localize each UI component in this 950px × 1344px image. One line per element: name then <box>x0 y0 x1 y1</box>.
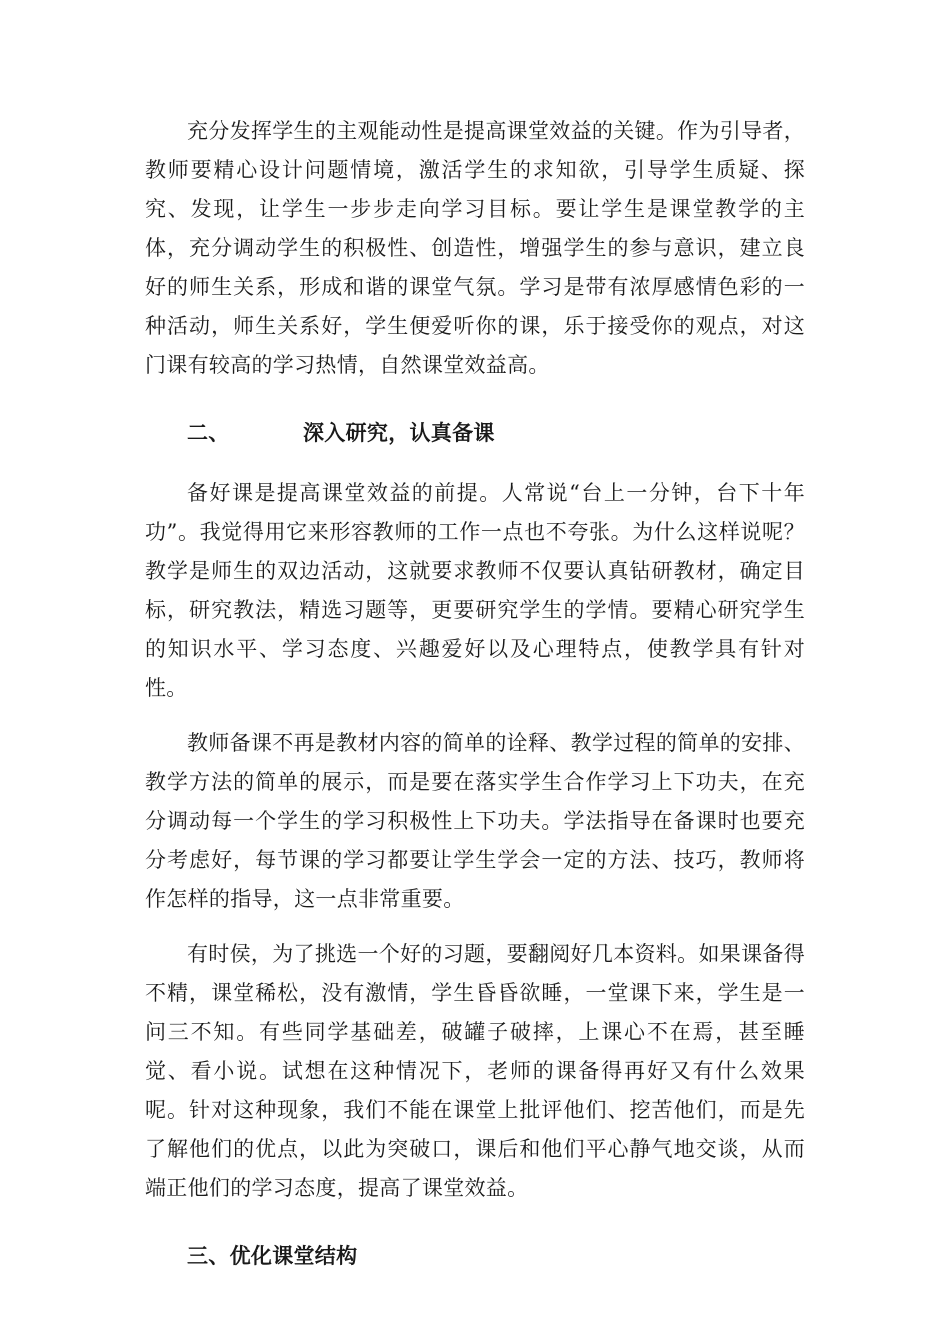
section-heading-3 <box>145 1236 805 1275</box>
paragraph: 备好课是提高课堂效益的前提。人常说“台上一分钟，台下十年功”。我觉得用它来形容教师的工作一点也不夸张。为什么这样说呢？教学是师生的双边活动，这就要求教师不仅要认真钻研教材，确定目标，研究教法，精选习题等，更要研究学生的学情。要精心研究学生的知识水平、学习态度、兴趣爱好以及心理特点，使教学具有针对性。 <box>145 481 805 700</box>
section-number: 二、 <box>187 420 230 445</box>
paragraph: 教师备课不再是教材内容的简单的诠释、教学过程的简单的安排、教学方法的简单的展示，而是要在落实学生合作学习上下功夫，在充分调动每一个学生的学习积极性上下功夫。学法指导在备课时也要充分考虑好，每节课的学习都要让学生学会一定的方法、技巧，教师将作怎样的指导，这一点非常重要。 <box>145 731 805 911</box>
paragraph: 有时侯，为了挑选一个好的习题，要翻阅好几本资料。如果课备得不精，课堂稀松，没有激情，学生昏昏欲睡，一堂课下来，学生是一问三不知。有些同学基础差，破罐子破摔，上课心不在焉，甚至睡觉、看小说。试想在这种情况下，老师的课备得再好又有什么效果呢。针对这种现象，我们不能在课堂上批评他们、挖苦他们，而是先了解他们的优点，以此为突破口，课后和他们平心静气地交谈，从而端正他们的学习态度，提高了课堂效益。 <box>145 942 805 1200</box>
section-heading-2 <box>145 413 805 452</box>
document-body <box>145 112 805 1275</box>
section-title: 三、优化课堂结构 <box>187 1243 358 1268</box>
paragraph: 充分发挥学生的主观能动性是提高课堂效益的关键。作为引导者，教师要精心设计问题情境，激活学生的求知欲，引导学生质疑、探究、发现，让学生一步步走向学习目标。要让学生是课堂教学的主体，充分调动学生的积极性、创造性，增强学生的参与意识，建立良好的师生关系，形成和谐的课堂气氛。学习是带有浓厚感情色彩的一种活动，师生关系好，学生便爱听你的课，乐于接受你的观点，对这门课有较高的学习热情，自然课堂效益高。 <box>145 119 805 377</box>
section-title: 深入研究，认真备课 <box>303 420 495 445</box>
